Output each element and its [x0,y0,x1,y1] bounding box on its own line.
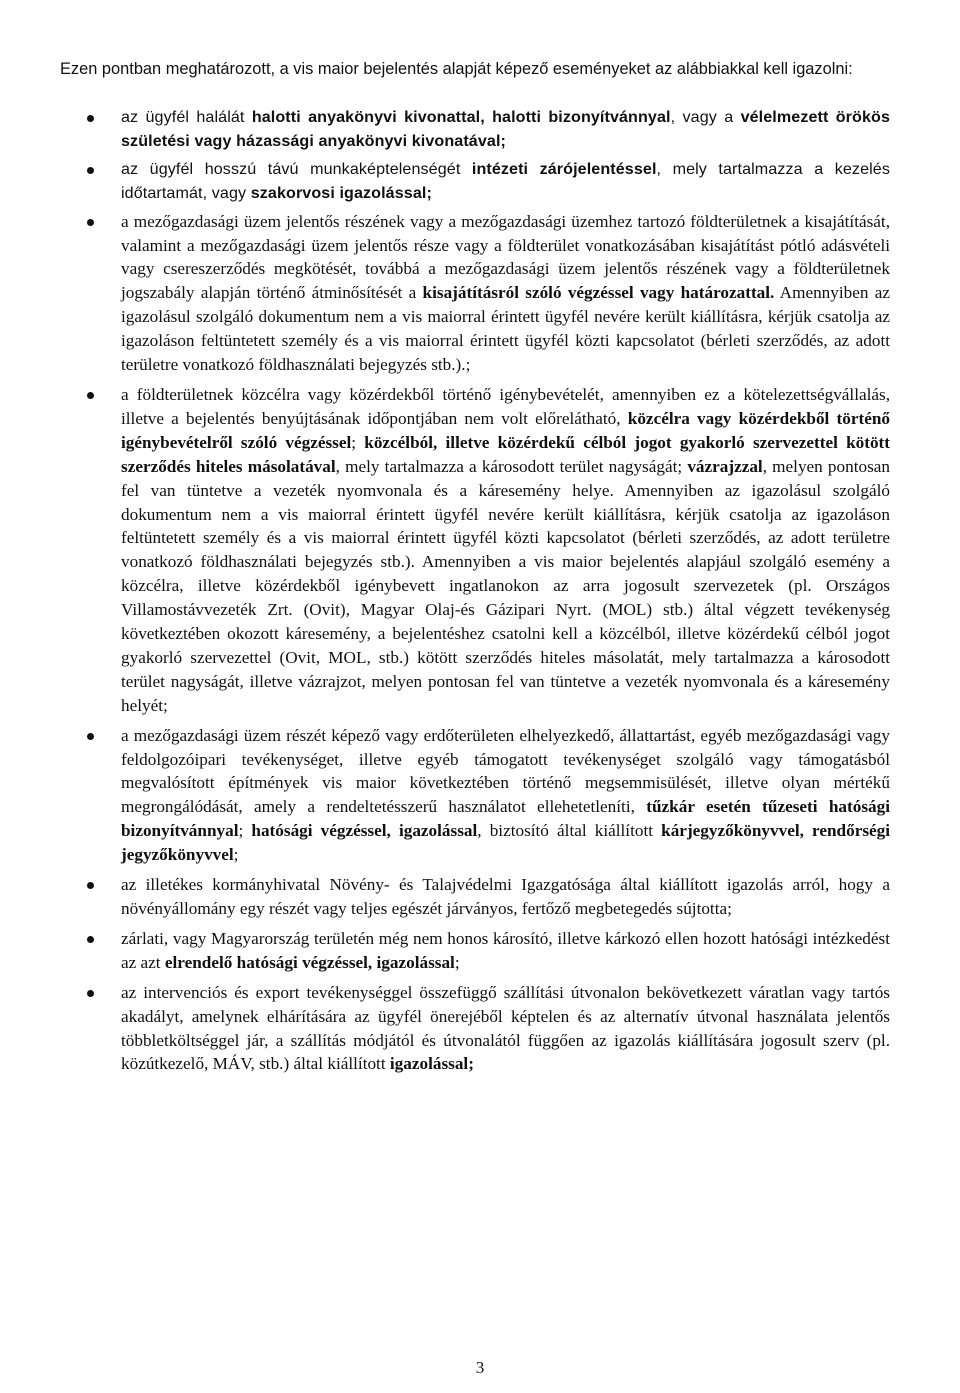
bullet-icon [87,990,94,997]
list-item [60,927,890,975]
list-item-text: az ügyfél hosszú távú munkaképtelenségét intézeti zárójelentéssel, mely tartalmazza a kezelés időtartamát, vagy szakorvosi igazolással; [121,159,890,202]
bullet-icon [87,882,94,889]
bullet-icon [87,219,94,226]
bullet-icon [87,392,94,399]
list-item [60,106,890,154]
list-item [60,724,890,867]
bullet-icon [87,167,94,174]
list-item-text: a mezőgazdasági üzem jelentős részének vagy a mezőgazdasági üzemhez tartozó földterületnek a kisajátítását, valamint a mezőgazdasági üzem jelentős része vagy a földterület vonatkozásában kisajátítást pótló adásvételi vagy csereszerződés megkötését, továbbá a mezőgazdasági üzem jelentős részének vagy a földterületnek jogszabály alapján történő átminősítését a kisajátításról szóló végzéssel vagy határozattal. Amennyiben az igazolásul szolgáló dokumentum nem a vis maiorral érintett ügyfél nevére került kiállításra, kérjük csatolja az igazoláson feltüntetett személy és a vis maiorral érintett ügyfél közti kapcsolatot (bérleti szerződés, az adott területre vonatkozó földhasználati bejegyzés stb.).; [121,211,890,375]
bullet-icon [87,733,94,740]
list-item-text: a mezőgazdasági üzem részét képező vagy erdőterületen elhelyezkedő, állattartást, egyéb mezőgazdasági vagy feldolgozóipari tevékenységet, illetve egyéb támogatott tevékenységet szolgáló vagy támogatásból megvalósított építmények vis maior következtében történő megsemmisülését, illetve olyan mértékű megrongálódását, amely a rendeltetésszerű használatot ellehetetleníti, tűzkár esetén tűzeseti hatósági bizonyítvánnyal; hatósági végzéssel, igazolással, biztosító által kiállított kárjegyzőkönyvvel, rendőrségi jegyzőkönyvvel; [121,725,891,865]
list-item-text: a földterületnek közcélra vagy közérdekből történő igénybevételét, amennyiben ez a kötelezettségvállalás, illetve a bejelentés benyújtásának időpontjában nem volt előrelátható, közcélra vagy közérdekből történő igénybevételről szóló végzéssel; közcélból, illetve közérdekű célból jogot gyakorló szervezettel kötött szerződés hiteles másolatával, mely tartalmazza a károsodott terület nagyságát; vázrajzzal, melyen pontosan fel van tüntetve a vezeték nyomvonala és a káresemény helye. Amennyiben az igazolásul szolgáló dokumentum nem a vis maiorral érintett ügyfél nevére került kiállításra, kérjük csatolja az igazoláson feltüntetett személy és a vis maiorral érintett ügyfél közti kapcsolatot (bérleti szerződés, az adott területre vonatkozó földhasználati bejegyzés stb.). Amennyiben a vis maior bejelentés alapjául szolgáló esemény a közcélra, illetve közérdekből igénybevett ingatlanokon az arra jogosult szervezetek (pl. Országos Villamostávvezeték Zrt. (Ovit), Magyar Olaj-és Gázipari Nyrt. (MOL) stb.) által végzett tevékenység következtében okozott káresemény, a bejelentéshez csatolni kell a közcélból, illetve közérdekű célból jogot gyakorló szervezettel (Ovit, MOL, stb.) kötött szerződés hiteles másolatát, mely tartalmazza a károsodott terület nagyságát, illetve vázrajzot, melyen pontosan fel van tüntetve a vezeték nyomvonala és a káresemény helyét; [121,384,891,715]
list-item [60,210,890,377]
evidence-list [60,106,890,1076]
bullet-icon [87,115,94,122]
list-item-text: az illetékes kormányhivatal Növény- és Talajvédelmi Igazgatósága által kiállított igazolás arról, hogy a növényállomány egy részét vagy teljes egészét járványos, fertőző megbetegedés sújtotta; [121,875,890,918]
list-item [60,873,890,921]
list-item [60,158,890,206]
list-item [60,383,890,718]
list-item-text: az intervenciós és export tevékenységgel összefüggő szállítási útvonalon bekövetkezett váratlan vagy tartós akadályt, amelynek elhárítására az ügyfél önerejéből képtelen és az alternatív útvonal használata jelentős többletköltséggel jár, a szállítás módjától és útvonalától függően az igazolás kiállítására jogosult szerv (pl. közútkezelő, MÁV, stb.) által kiállított igazolással; [121,982,890,1074]
intro-paragraph: Ezen pontban meghatározott, a vis maior bejelentés alapját képező eseményeket az alábbiakkal kell igazolni: [60,60,853,78]
bullet-icon [87,936,94,943]
list-item-text: zárlati, vagy Magyarország területén még nem honos károsító, illetve kárkozó ellen hozott hatósági intézkedést az azt elrendelő hatósági végzéssel, igazolással; [121,928,890,972]
page-number: 3 [475,1358,485,1377]
list-item-text: az ügyfél halálát halotti anyakönyvi kivonattal, halotti bizonyítvánnyal, vagy a vélelmezett örökös születési vagy házassági anyakönyvi kivonatával; [121,108,891,150]
list-item [60,981,890,1077]
